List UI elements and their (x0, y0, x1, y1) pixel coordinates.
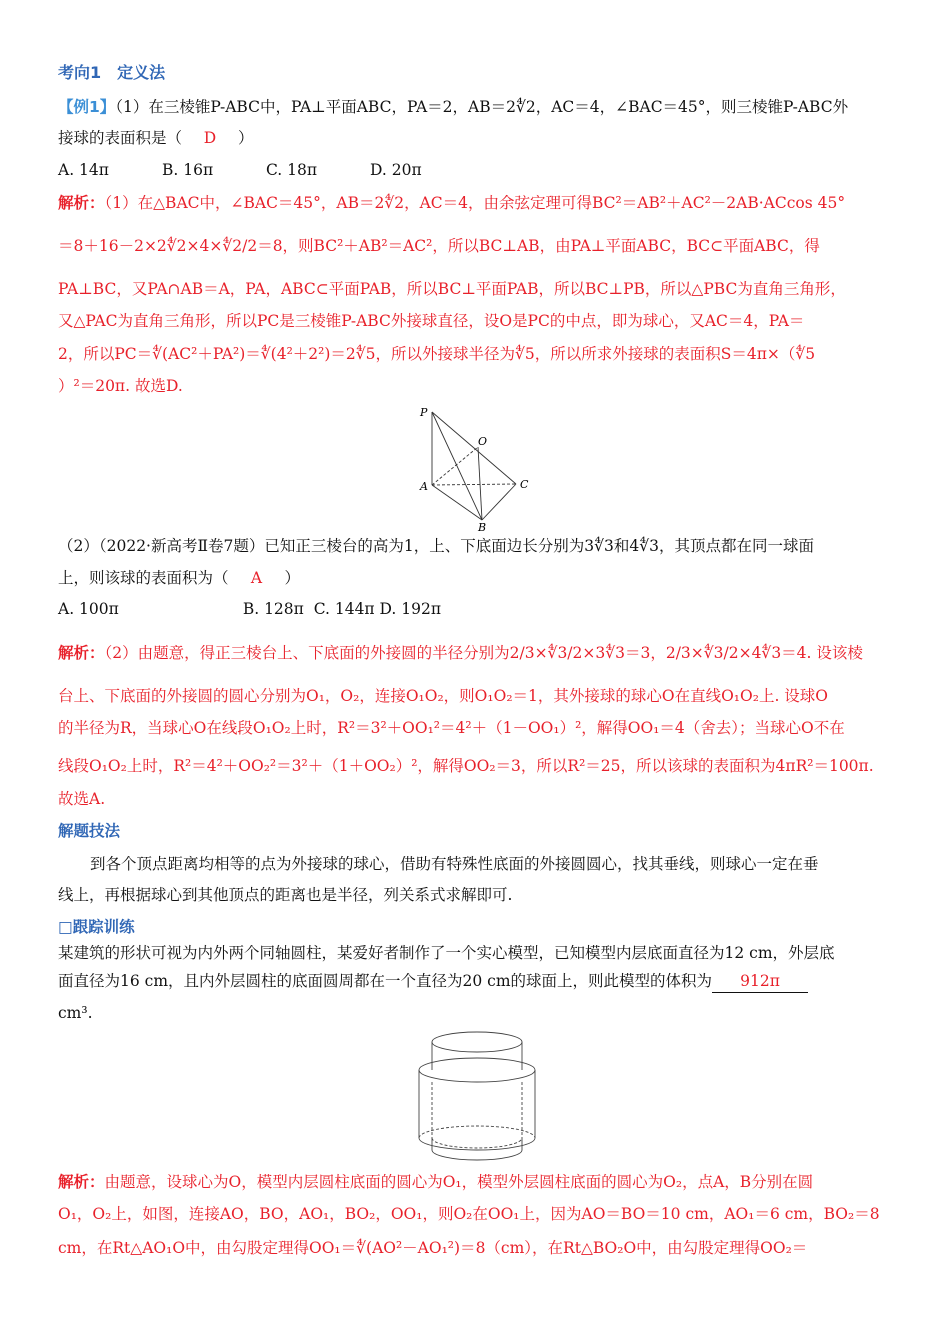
sol1-line4: 又△PAC为直角三角形，所以PC是三棱锥P-ABC外接球直径，设O是PC的中点，即为球心，又AC＝4，PA＝ (58, 312, 805, 330)
sol2-line4: 线段O₁O₂上时，R²＝4²＋OO₂²＝3²＋（1＋OO₂）²，解得OO₂＝3，所以R²＝25，所以该球的表面积为4πR²＝100π. (58, 757, 874, 775)
sol1-line2: ＝8＋16－2×2∜2×4×∜2/2＝8，则BC²＋AB²＝AC²，所以BC⊥AB，由PA⊥平面ABC，BC⊂平面ABC，得 (58, 237, 820, 255)
method-title: 解题技法 (58, 822, 121, 840)
q2-answer: A (250, 569, 263, 587)
practice-unit: cm³. (58, 1004, 93, 1022)
example-tag: 【例1】 (58, 98, 116, 116)
q2-line1: （2）（2022·新高考Ⅱ卷7题）已知正三棱台的高为1，上、下底面边长分别为3∜3和4∜3，其顶点都在同一球面 (58, 537, 814, 555)
sol1-line3: PA⊥BC，又PA∩AB＝A，PA，ABC⊂平面PAB，所以BC⊥平面PAB，所以BC⊥PB，所以△PBC为直角三角形， (58, 280, 846, 298)
q2-options: A. 100π B. 128π C. 144π D. 192π (58, 600, 442, 618)
q2-text-2a: 上，则该球的表面积为（ (58, 569, 229, 587)
q2-text-2b: ） (284, 569, 301, 587)
label-c: C (520, 478, 529, 491)
sol2-line5: 故选A. (58, 790, 106, 808)
sol2-label: 解析： (58, 644, 105, 662)
q1-options (58, 159, 422, 181)
practice-text-2: 面直径为16 cm，且内外层圆柱的底面圆周都在一个直径为20 cm的球面上，则此模型的体积为 (58, 972, 713, 990)
practice-answer: 912π (712, 970, 808, 993)
cylinder-figure (410, 1030, 545, 1165)
q1-option-d: D. 20π (370, 161, 422, 179)
q1-text-2a: 接球的表面积是（ (58, 129, 183, 147)
practice-sol-line3: cm，在Rt△AO₁O中，由勾股定理得OO₁＝∜(AO²－AO₁²)＝8（cm），在Rt△BO₂O中，由勾股定理得OO₂＝ (58, 1239, 808, 1257)
sol1-line1 (58, 192, 845, 214)
sol2-line2: 台上、下底面的外接圆的圆心分别为O₁，O₂，连接O₁O₂，则O₁O₂＝1，其外接球的球心O在直线O₁O₂上. 设球O (58, 687, 829, 705)
sol2-line3: 的半径为R，当球心O在线段O₁O₂上时，R²＝3²＋OO₁²＝4²＋（1－OO₁）²，解得OO₁＝4（舍去）；当球心O不在 (58, 719, 845, 737)
example1-q1-line2 (58, 127, 254, 149)
section-heading: 考向1 定义法 (58, 63, 166, 82)
method-line1: 到各个顶点距离均相等的点为外接球的球心，借助有特殊性底面的外接圆圆心，找其垂线，则球心一定在垂 (90, 855, 819, 873)
practice-line2 (58, 970, 808, 993)
practice-sol-line1 (58, 1171, 813, 1193)
label-o: O (478, 435, 488, 448)
q1-text-2b: ） (238, 129, 254, 147)
label-a: A (420, 480, 428, 493)
sol1-line6: ）²＝20π. 故选D. (58, 377, 183, 395)
q1-answer: D (203, 129, 217, 147)
practice-sol-text-0: 由题意，设球心为O，模型内层圆柱底面的圆心为O₁，模型外层圆柱底面的圆心为O₂，点A，B分别在圆 (104, 1173, 814, 1191)
practice-sol-line2: O₁，O₂上，如图，连接AO，BO，AO₁，BO₂，OO₁，则O₂在OO₁上，因为AO＝BO＝10 cm，AO₁＝6 cm，BO₂＝8 (58, 1205, 880, 1223)
q1-text-1: （1）在三棱锥P-ABC中，PA⊥平面ABC，PA＝2，AB＝2∜2，AC＝4，∠BAC＝45°，则三棱锥P-ABC外 (115, 98, 849, 116)
practice-title: □跟踪训练 (58, 918, 135, 936)
sol1-line5: 2，所以PC＝∜(AC²＋PA²)＝∜(4²＋2²)＝2∜5，所以外接球半径为∜5，所以所求外接球的表面积S＝4π×（∜5 (58, 345, 816, 363)
tetrahedron-figure (410, 402, 540, 532)
q1-option-b: B. 16π (162, 161, 214, 179)
q1-option-a: A. 14π (58, 161, 109, 179)
sol2-line1 (58, 642, 863, 664)
method-line2: 线上，再根据球心到其他顶点的距离也是半径，列关系式求解即可. (58, 886, 513, 904)
q2-line2 (58, 567, 300, 589)
example1-q1-line1 (58, 96, 848, 118)
label-b: B (478, 521, 487, 532)
practice-sol-label: 解析： (58, 1173, 105, 1191)
practice-line1: 某建筑的形状可视为内外两个同轴圆柱，某爱好者制作了一个实心模型，已知模型内层底面直径为12 cm，外层底 (58, 944, 835, 962)
sol1-text-0: （1）在△BAC中，∠BAC＝45°，AB＝2∜2，AC＝4，由余弦定理可得BC²＝AB²＋AC²－2AB·ACcos 45° (104, 194, 846, 212)
q1-option-c: C. 18π (266, 161, 318, 179)
sol1-label: 解析： (58, 194, 105, 212)
sol2-text-0: （2）由题意，得正三棱台上、下底面的外接圆的半径分别为2/3×∜3/2×3∜3＝3，2/3×∜3/2×4∜3＝4. 设该棱 (104, 644, 863, 662)
label-p: P (420, 406, 428, 419)
